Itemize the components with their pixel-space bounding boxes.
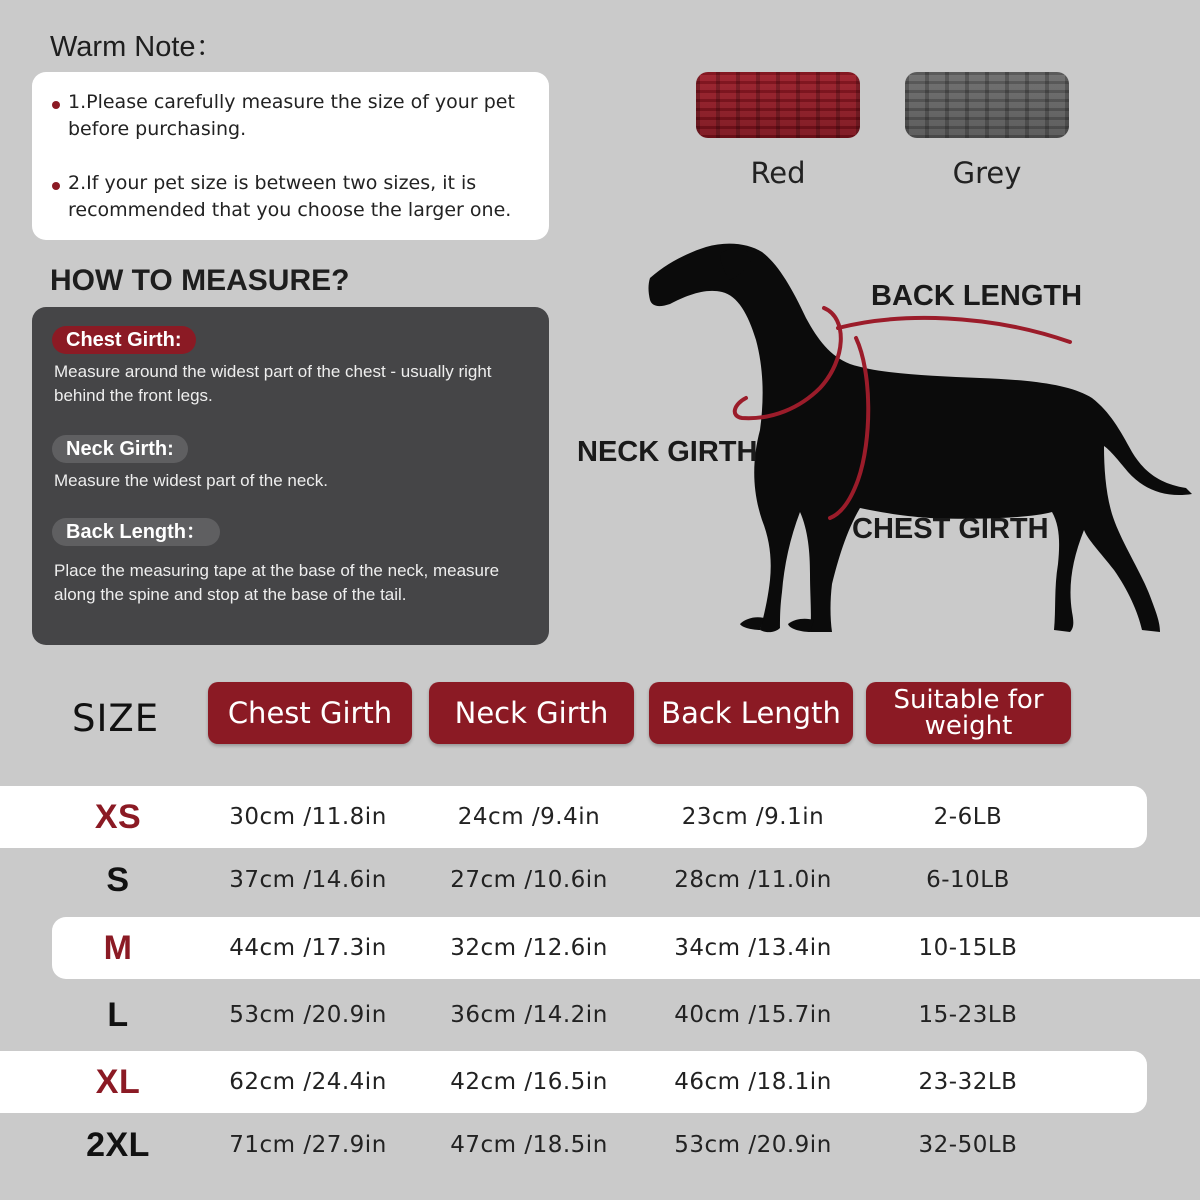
size-cell: M — [103, 929, 133, 967]
color-swatch-red[interactable] — [696, 72, 860, 138]
back-cell: 23cm /9.1in — [681, 804, 825, 830]
neck-cell: 47cm /18.5in — [450, 1132, 608, 1158]
size-column-title: SIZE — [72, 697, 160, 740]
chest-cell: 37cm /14.6in — [229, 867, 387, 893]
chest-girth-label: CHEST GIRTH — [852, 513, 1049, 545]
header-label: Suitable for weight — [893, 685, 1044, 741]
warm-note-card — [32, 72, 549, 240]
table-row — [0, 1051, 1147, 1113]
header-back-length — [649, 682, 853, 744]
header-label: Chest Girth — [227, 696, 393, 730]
back-length-label: BACK LENGTH — [871, 280, 1083, 312]
chest-cell: 62cm /24.4in — [229, 1069, 387, 1095]
size-cell: XL — [95, 1063, 141, 1101]
table-row — [0, 1114, 1200, 1176]
measure-instructions-card — [32, 307, 549, 645]
back-length-description: Place the measuring tape at the base of the neck, measure along the spine and stop at the base of the tail. — [54, 561, 500, 604]
header-suitable-weight — [866, 682, 1071, 744]
back-length-pill: Back Length： — [52, 518, 220, 546]
chest-cell: 30cm /11.8in — [229, 804, 387, 830]
neck-girth-description: Measure the widest part of the neck. — [54, 471, 329, 490]
chest-cell: 71cm /27.9in — [229, 1132, 387, 1158]
size-cell: S — [106, 861, 130, 899]
swatch-label-grey: Grey — [952, 156, 1022, 190]
weight-cell: 32-50LB — [918, 1132, 1018, 1158]
neck-cell: 27cm /10.6in — [450, 867, 608, 893]
back-cell: 34cm /13.4in — [674, 935, 832, 961]
table-row — [52, 917, 1200, 979]
table-row — [0, 849, 1200, 911]
neck-girth-label: NECK GIRTH — [577, 436, 758, 468]
chest-cell: 44cm /17.3in — [229, 935, 387, 961]
back-cell: 46cm /18.1in — [674, 1069, 832, 1095]
neck-girth-pill: Neck Girth: — [52, 435, 188, 463]
back-cell: 53cm /20.9in — [674, 1132, 832, 1158]
color-swatch-grey[interactable] — [905, 72, 1069, 138]
header-label: Neck Girth — [454, 696, 609, 730]
note-item — [52, 89, 532, 143]
weight-cell: 10-15LB — [918, 935, 1018, 961]
note-text: 1.Please carefully measure the size of your pet before purchasing. — [68, 91, 515, 140]
weight-cell: 6-10LB — [926, 867, 1010, 893]
weight-cell: 2-6LB — [933, 804, 1003, 830]
note-item — [52, 170, 532, 224]
size-cell: XS — [94, 798, 142, 836]
chest-girth-description: Measure around the widest part of the chest - usually right behind the front legs. — [54, 362, 492, 405]
weight-cell: 23-32LB — [918, 1069, 1018, 1095]
neck-cell: 32cm /12.6in — [450, 935, 608, 961]
neck-cell: 42cm /16.5in — [450, 1069, 608, 1095]
warm-note-title: Warm Note： — [50, 31, 225, 63]
header-label: Back Length — [661, 696, 841, 730]
back-cell: 40cm /15.7in — [674, 1002, 832, 1028]
how-to-measure-title: HOW TO MEASURE? — [50, 264, 350, 297]
size-cell: L — [107, 996, 129, 1034]
bullet-dot-icon — [52, 101, 60, 109]
weight-cell: 15-23LB — [918, 1002, 1018, 1028]
chest-girth-pill: Chest Girth: — [52, 326, 196, 354]
table-row — [0, 786, 1147, 848]
size-cell: 2XL — [86, 1126, 150, 1164]
back-cell: 28cm /11.0in — [674, 867, 832, 893]
neck-cell: 36cm /14.2in — [450, 1002, 608, 1028]
neck-cell: 24cm /9.4in — [457, 804, 601, 830]
header-neck-girth — [429, 682, 634, 744]
table-row — [0, 984, 1200, 1046]
header-chest-girth — [208, 682, 412, 744]
note-text: 2.If your pet size is between two sizes, it is recommended that you choose the larger one. — [68, 172, 512, 221]
swatch-label-red: Red — [750, 156, 806, 190]
bullet-dot-icon — [52, 182, 60, 190]
chest-cell: 53cm /20.9in — [229, 1002, 387, 1028]
